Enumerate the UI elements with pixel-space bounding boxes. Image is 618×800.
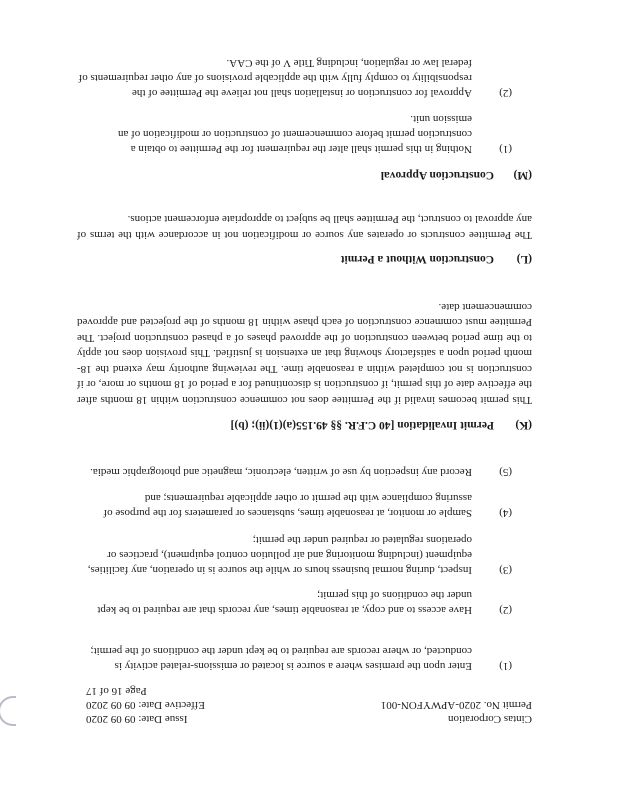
list-item-number: (4) — [499, 507, 512, 519]
list-item-number: (3) — [499, 564, 512, 576]
list-item — [77, 532, 532, 577]
list-item — [77, 587, 532, 617]
list-item — [77, 111, 532, 156]
list-item-text: Enter upon the premises where a source is located or emissions-related activity is conducted, or where records are required to be kept under the conditions of the permit; — [90, 645, 472, 672]
section-title: Construction Without a Permit — [340, 253, 494, 265]
list-item-number: (2) — [499, 604, 512, 616]
list-item-text: Nothing in this permit shall alter the requirement for the Permittee to obtain a construction permit before commencement of construction or modification of an emission unit. — [117, 113, 472, 155]
list-item-number: (1) — [499, 143, 512, 155]
effective-date: Effective Date: 09 09 2020 — [86, 699, 205, 711]
section-title: Permit Invalidation [40 C.F.R. §§ 49.155(a)(1)(ii); (b)] — [230, 419, 494, 431]
issue-date: Issue Date: 09 09 2020 — [86, 713, 188, 725]
section-label: (K) — [515, 419, 532, 431]
section-heading-l — [77, 251, 532, 266]
section-title: Construction Approval — [380, 169, 494, 181]
permit-number: Permit No. 2020-APWYFON-001 — [380, 699, 532, 711]
section-l-body: The Permittee constructs or operates any source or modification not in accordance with the terms of any approval to construct, the Permittee shall be subject to appropriate enforcement actions. — [77, 213, 532, 241]
list-item — [77, 55, 532, 100]
list-item-number: (5) — [499, 466, 512, 478]
list-item-number: (1) — [499, 660, 512, 672]
list-item-text: Record any inspection by use of written, electronic, magnetic and photographic media. — [90, 466, 472, 478]
list-item — [77, 490, 532, 520]
section-label: (M) — [513, 169, 532, 181]
list-item — [77, 464, 532, 479]
page-number: Page 16 of 17 — [86, 685, 147, 697]
list-item-text: Approval for construction or installation shall not relieve the Permittee of the responsibility to comply fully with the applicable provisions of any other requirements of federal law or regulation, including Title V of the CAA. — [78, 57, 472, 99]
list-item-number: (2) — [499, 87, 512, 99]
company-name: Cintas Corporation — [447, 713, 532, 725]
section-label: (L) — [516, 253, 532, 265]
page-edge-mark — [0, 696, 16, 726]
list-item — [77, 643, 532, 673]
list-item-text: Inspect, during normal business hours or while the source is in operation, any facilities, equipment (including monitoring and air pollution control equipment), practices or operations regulated or required under the permit; — [87, 534, 472, 576]
list-item-text: Have access to and copy, at reasonable times, any records that are required to be kept under the conditions of this permit; — [97, 589, 472, 616]
list-item-text: Sample or monitor, at reasonable times, substances or parameters for the purpose of assuring compliance with the permit or other applicable requirements; and — [103, 492, 472, 519]
section-k-body: This permit becomes invalid if the Permittee does not commence construction within 18 months after the effective date of this permit, if construction is discontinued for a period of 18 months or more, or if construction is not completed within a reasonable time. The reviewing authority may extend the 18-month period upon a satisfactory showing that an extension is justified. This provision does not apply to the time period between construction of the approved phases of a phased construction project. The Permittee must commence construction of each phase within 18 months of the projected and approved commencement date. — [77, 301, 532, 406]
section-heading-k — [77, 417, 532, 432]
section-heading-m — [77, 167, 532, 182]
